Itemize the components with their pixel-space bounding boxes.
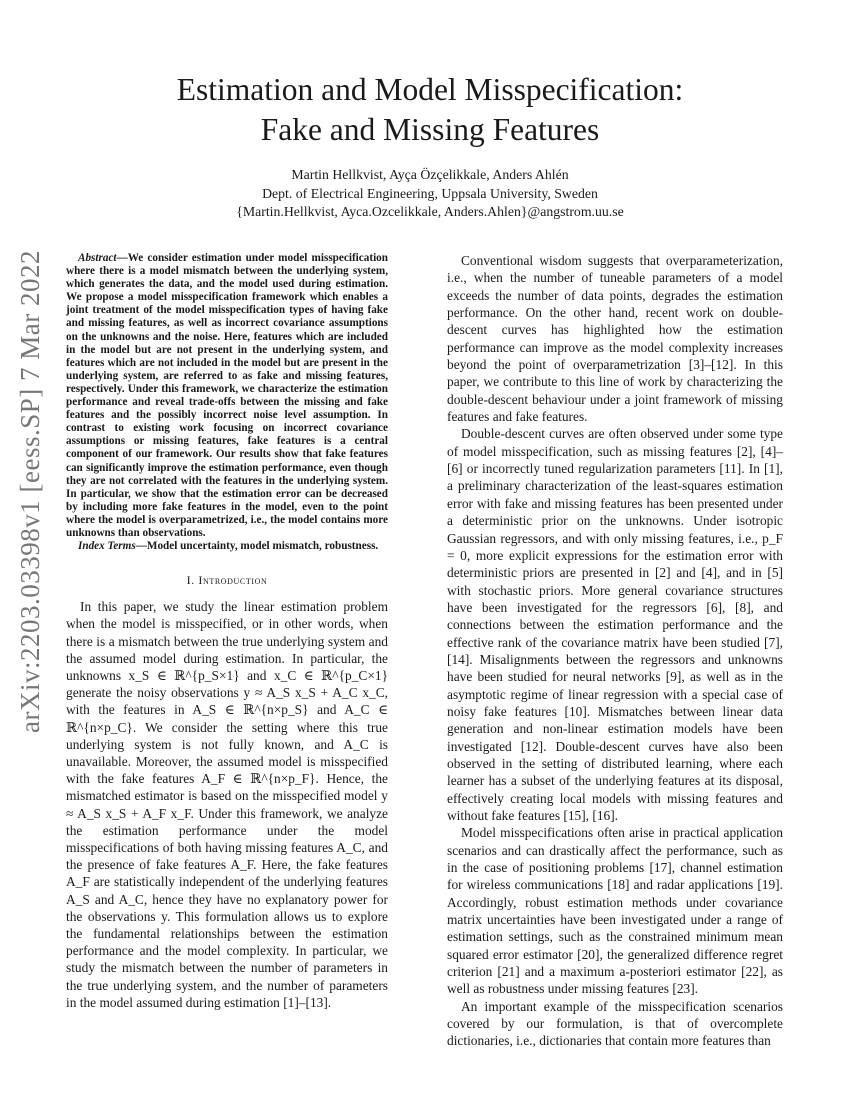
author-list: Martin Hellkvist, Ayça Özçelikkale, Anders Ahlén: [291, 167, 569, 182]
title-line-1: Estimation and Model Misspecification:: [176, 72, 684, 107]
title-line-2: Fake and Missing Features: [260, 112, 600, 147]
arxiv-stamp-text: arXiv:2203.03398v1 [eess.SP] 7 Mar 2022: [14, 249, 45, 733]
paragraph-double-descent: Double-descent curves are often observed under some type of model misspecification, such as missing features [2], [4]–[6] or incorrectly tuned regularization parameters [11]. In [1], a preliminary characterization of the least-squares estimation error with fake and missing features has been presented under a deterministic prior on the unknowns. Under isotropic Gaussian regressors, and with only missing features, i.e., p_F = 0, more explicit expressions for the estimation error with deterministic priors are presented in [2] and [4], and in [5] with stochastic priors. More general covariance structures have been investigated for the regressors [6], [8], and connections between the estimation performance and the effective rank of the covariance matrix have been studied [7], [14]. Misalignments between the regressors and unknowns have been studied for neural networks [9], as well as in the asymptotic regime of linear regression with a special case of noisy fake features [10]. Mismatches between linear data generation and non-linear estimation models have been investigated [12]. Double-descent curves have also been observed in the setting of distributed learning, where each learner has a subset of the underlying features at its disposal, effectively creating local models with missing features and without fake features [15], [16].: [447, 426, 783, 823]
right-column: [447, 252, 783, 1050]
arxiv-stamp: [6, 249, 54, 733]
index-terms-label: Index Terms: [78, 540, 136, 553]
index-terms: [66, 540, 388, 553]
left-column: [66, 252, 388, 1011]
paragraph-misspecification-applications: Model misspecifications often arise in practical application scenarios and can drastically affect the performance, such as in the case of positioning problems [17], channel estimation for wireless communications [18] and radar applications [19]. Accordingly, robust estimation methods under covariance matrix uncertainties have been investigated under a range of estimation settings, such as the constrained minimum mean squared error estimator [20], the generalized difference regret criterion [21] and a maximum a-posteriori estimator [22], as well as robustness under missing features [23].: [447, 825, 783, 997]
section-heading-introduction: I. Introduction: [186, 573, 268, 588]
paragraph-overcomplete-dictionaries: An important example of the misspecification scenarios covered by our formulation, is that of overcomplete dictionaries, i.e., dictionaries that contain more features than: [447, 998, 783, 1049]
paragraph-overparameterization: Conventional wisdom suggests that overparameterization, i.e., when the number of tuneable parameters of a model exceeds the number of data points, degrades the estimation performance. On the other hand, recent work on double-descent curves has highlighted how the estimation performance can improve as the model complexity increases beyond the point of overparametrization [3]–[12]. In this paper, we contribute to this line of work by characterizing the double-descent behaviour under a joint framework of missing features and fake features.: [447, 253, 783, 425]
author-emails: {Martin.Hellkvist, Ayca.Ozcelikkale, Anders.Ahlen}@angstrom.uu.se: [236, 204, 624, 219]
abstract: [66, 252, 388, 540]
index-terms-text: —Model uncertainty, model mismatch, robustness.: [135, 540, 379, 553]
intro-paragraph-1: In this paper, we study the linear estimation problem when the model is misspecified, or in other words, when there is a mismatch between the true underlying system and the assumed model during estimation. In particular, the unknowns x_S ∈ ℝ^{p_S×1} and x_C ∈ ℝ^{p_C×1} generate the noisy observations y ≈ A_S x_S + A_C x_C, with the features in A_S ∈ ℝ^{n×p_S} and A_C ∈ ℝ^{n×p_C}. We consider the setting where this true underlying system is not fully known, and A_C is unavailable. Moreover, the assumed model is misspecified with the fake features A_F ∈ ℝ^{n×p_F}. Hence, the mismatched estimator is based on the misspecified model y ≈ A_S x_S + A_F x_F. Under this framework, we analyze the estimation performance under the model misspecifications of both having missing features A_C, and the presence of fake features A_F. Here, the fake features A_F are statistically independent of the underlying features A_S and A_C, hence they have no explanatory power for the observations y. This formulation allows us to explore the fundamental relationships between the estimation performance and the model complexity. In particular, we study the mismatch between the number of parameters in the true underlying system, and the number of parameters in the model assumed during estimation [1]–[13].: [66, 599, 388, 1010]
abstract-text: —We consider estimation under model misspecification where there is a model mismatch between the underlying system, which generates the data, and the model used during estimation. We propose a model misspecification framework which enables a joint treatment of the model misspecification types of having fake and missing features, as well as incorrect covariance assumptions on the unknowns and the noise. Here, features which are included in the model but are not present in the underlying system, and features which are not included in the model but are present in the underlying system, are referred to as fake and missing features, respectively. Under this framework, we characterize the estimation performance and reveal trade-offs between the missing and fake features and the possibly incorrect noise level assumption. In contrast to existing work focusing on incorrect covariance assumptions or missing features, fake features is a central component of our framework. Our results show that fake features can significantly improve the estimation performance, even though they are not correlated with the features in the underlying system. In particular, we show that the estimation error can be decreased by including more fake features in the model, even to the point where the model is overparametrized, i.e., the model contains more unknowns than observations.: [66, 252, 388, 539]
abstract-label: Abstract: [78, 252, 117, 264]
affiliation: Dept. of Electrical Engineering, Uppsala University, Sweden: [262, 186, 598, 201]
paper-title: [90, 70, 770, 150]
